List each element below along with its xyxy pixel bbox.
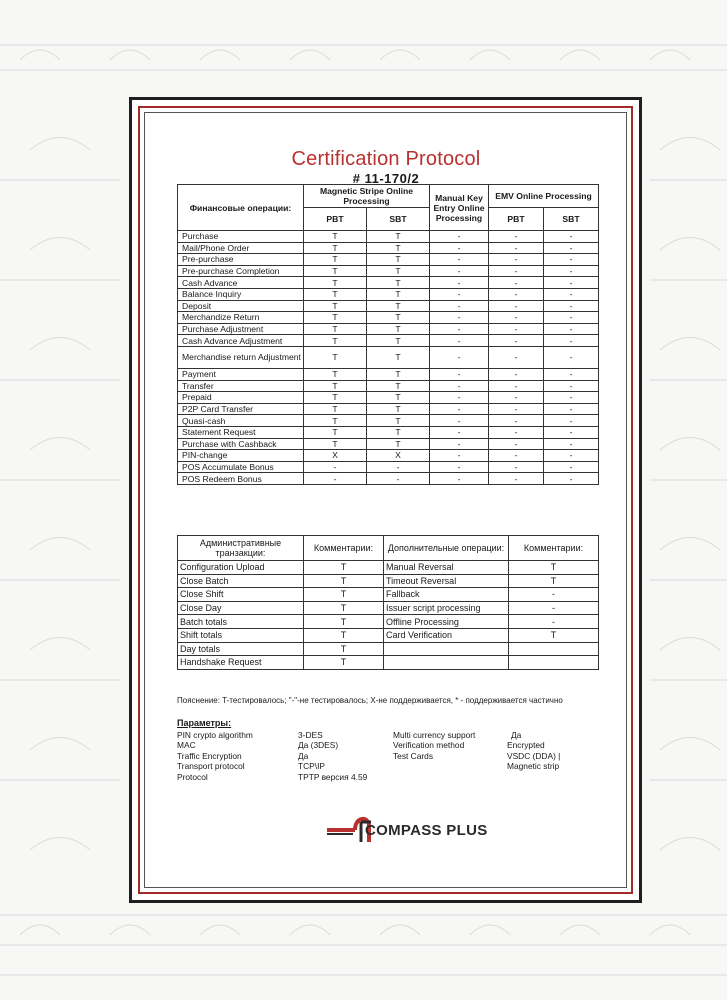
- operation-name: Purchase with Cashback: [178, 438, 304, 450]
- manual-entry-value: -: [430, 461, 489, 473]
- operation-row: [178, 473, 599, 485]
- parameters-title: Параметры:: [177, 718, 232, 728]
- document-number: # 11-170/2: [352, 171, 420, 186]
- param-name: Verification method: [393, 740, 465, 751]
- magnetic-sbt-value: T: [367, 300, 430, 312]
- extra-comment: T: [509, 561, 599, 575]
- manual-entry-value: -: [430, 450, 489, 462]
- legend-note: Пояснение: T-тестировалось; "-"-не тестировалось; X-не поддерживается, * - поддерживается частично: [177, 696, 563, 705]
- magnetic-sbt-value: T: [367, 231, 430, 243]
- emv-sbt-value: -: [544, 438, 599, 450]
- operation-row: [178, 403, 599, 415]
- magnetic-pbt-value: T: [304, 265, 367, 277]
- magnetic-sbt-value: X: [367, 450, 430, 462]
- admin-row: [178, 642, 599, 656]
- magnetic-pbt-value: T: [304, 288, 367, 300]
- magnetic-pbt-value: T: [304, 231, 367, 243]
- param-value: VSDC (DDA) |: [507, 750, 561, 761]
- param-value: Да: [511, 730, 522, 740]
- admin-row: [178, 574, 599, 588]
- operation-name: P2P Card Transfer: [178, 403, 304, 415]
- magnetic-sbt-value: T: [367, 254, 430, 266]
- params-names-column-2: [393, 730, 475, 761]
- param-value: Да: [298, 750, 309, 761]
- operation-row: [178, 380, 599, 392]
- emv-pbt-value: -: [489, 300, 544, 312]
- manual-key-entry-header: Manual Key Entry Online Processing: [430, 185, 489, 231]
- emv-pbt-value: -: [489, 254, 544, 266]
- manual-entry-value: -: [430, 265, 489, 277]
- magnetic-pbt-value: -: [304, 473, 367, 485]
- admin-transaction-name: Close Shift: [178, 588, 304, 602]
- manual-entry-value: -: [430, 392, 489, 404]
- extra-operation-name: [384, 656, 509, 670]
- operation-row: [178, 368, 599, 380]
- emv-sbt-value: -: [544, 415, 599, 427]
- emv-sbt-value: -: [544, 450, 599, 462]
- emv-sbt-value: -: [544, 473, 599, 485]
- manual-entry-value: -: [430, 288, 489, 300]
- magnetic-pbt-value: T: [304, 368, 367, 380]
- emv-sbt-value: -: [544, 265, 599, 277]
- magnetic-pbt-value: T: [304, 323, 367, 335]
- manual-entry-value: -: [430, 403, 489, 415]
- operation-name: Cash Advance Adjustment: [178, 335, 304, 347]
- emv-pbt-value: -: [489, 231, 544, 243]
- operation-name: Pre-purchase Completion: [178, 265, 304, 277]
- magnetic-sbt-value: T: [367, 346, 430, 368]
- operation-name: POS Redeem Bonus: [178, 473, 304, 485]
- extra-comment: -: [509, 601, 599, 615]
- manual-entry-value: -: [430, 277, 489, 289]
- emv-sbt-value: -: [544, 300, 599, 312]
- magnetic-pbt-value: T: [304, 380, 367, 392]
- emv-pbt-value: -: [489, 312, 544, 324]
- emv-sbt-value: -: [544, 346, 599, 368]
- operation-row: [178, 438, 599, 450]
- emv-sbt-value: -: [544, 368, 599, 380]
- emv-pbt-value: -: [489, 438, 544, 450]
- admin-row: [178, 628, 599, 642]
- operation-row: [178, 288, 599, 300]
- operation-name: Quasi-cash: [178, 415, 304, 427]
- operation-name: Mail/Phone Order: [178, 242, 304, 254]
- admin-comment: T: [304, 601, 384, 615]
- param-name: Transport protocol: [177, 761, 245, 772]
- admin-comment: T: [304, 561, 384, 575]
- emv-sbt-value: -: [544, 380, 599, 392]
- magnetic-pbt-value: T: [304, 300, 367, 312]
- magnetic-pbt-value: T: [304, 312, 367, 324]
- operations-table-body: [178, 231, 599, 485]
- manual-entry-value: -: [430, 346, 489, 368]
- emv-sbt-value: -: [544, 403, 599, 415]
- magnetic-pbt-value: X: [304, 450, 367, 462]
- operation-row: [178, 450, 599, 462]
- manual-entry-value: -: [430, 415, 489, 427]
- extra-operation-name: Offline Processing: [384, 615, 509, 629]
- operation-name: Payment: [178, 368, 304, 380]
- operation-row: [178, 426, 599, 438]
- param-name: Multi currency support: [393, 730, 476, 740]
- magnetic-pbt-value: T: [304, 438, 367, 450]
- emv-sbt-value: -: [544, 254, 599, 266]
- params-values-column: [298, 730, 367, 782]
- operation-row: [178, 392, 599, 404]
- operation-name: POS Accumulate Bonus: [178, 461, 304, 473]
- magnetic-sbt-header: SBT: [367, 208, 430, 231]
- compass-plus-logo-text: COMPASS PLUS: [365, 822, 488, 839]
- magnetic-sbt-value: T: [367, 265, 430, 277]
- param-name: MAC: [177, 740, 196, 751]
- emv-pbt-value: -: [489, 426, 544, 438]
- param-name: Test Cards: [393, 750, 434, 761]
- param-value: Magnetic strip: [507, 761, 560, 772]
- params-names-column: [177, 730, 253, 782]
- extra-comment: T: [509, 574, 599, 588]
- manual-entry-value: -: [430, 380, 489, 392]
- emv-pbt-value: -: [489, 277, 544, 289]
- emv-pbt-value: -: [489, 346, 544, 368]
- param-name: Protocol: [177, 771, 208, 782]
- extra-operations-header: Дополнительные операции:: [384, 536, 509, 561]
- operation-name: Merchandize Return: [178, 312, 304, 324]
- emv-sbt-value: -: [544, 277, 599, 289]
- admin-transaction-name: Shift totals: [178, 628, 304, 642]
- manual-entry-value: -: [430, 323, 489, 335]
- operation-row: [178, 277, 599, 289]
- operation-row: [178, 461, 599, 473]
- emv-sbt-value: -: [544, 288, 599, 300]
- extra-comments-header: Комментарии:: [509, 536, 599, 561]
- magnetic-pbt-value: T: [304, 415, 367, 427]
- magnetic-pbt-header: PBT: [304, 208, 367, 231]
- emv-sbt-value: -: [544, 231, 599, 243]
- operation-name: Purchase: [178, 231, 304, 243]
- emv-sbt-value: -: [544, 335, 599, 347]
- param-value: TCP\IP: [298, 761, 325, 772]
- param-value: Encrypted: [507, 740, 545, 751]
- admin-transaction-name: Handshake Request: [178, 656, 304, 670]
- param-name: Traffic Encryption: [177, 750, 242, 761]
- operation-name: PIN-change: [178, 450, 304, 462]
- admin-row: [178, 561, 599, 575]
- admin-transaction-name: Configuration Upload: [178, 561, 304, 575]
- magnetic-sbt-value: T: [367, 242, 430, 254]
- operation-name: Purchase Adjustment: [178, 323, 304, 335]
- operation-name: Statement Request: [178, 426, 304, 438]
- operation-name: Transfer: [178, 380, 304, 392]
- extra-comment: [509, 642, 599, 656]
- manual-entry-value: -: [430, 231, 489, 243]
- param-value: Да (3DES): [298, 740, 339, 751]
- emv-pbt-value: -: [489, 380, 544, 392]
- operation-name: Cash Advance: [178, 277, 304, 289]
- manual-entry-value: -: [430, 312, 489, 324]
- admin-comment: T: [304, 656, 384, 670]
- admin-transaction-name: Close Batch: [178, 574, 304, 588]
- emv-pbt-value: -: [489, 403, 544, 415]
- emv-sbt-header: SBT: [544, 208, 599, 231]
- emv-pbt-header: PBT: [489, 208, 544, 231]
- manual-entry-value: -: [430, 242, 489, 254]
- operation-row: [178, 323, 599, 335]
- operation-name: Balance Inquiry: [178, 288, 304, 300]
- operation-row: [178, 415, 599, 427]
- manual-entry-value: -: [430, 473, 489, 485]
- magnetic-pbt-value: T: [304, 242, 367, 254]
- emv-sbt-value: -: [544, 242, 599, 254]
- magnetic-pbt-value: T: [304, 254, 367, 266]
- admin-comment: T: [304, 642, 384, 656]
- magnetic-pbt-value: -: [304, 461, 367, 473]
- magnetic-pbt-value: T: [304, 277, 367, 289]
- magnetic-sbt-value: T: [367, 380, 430, 392]
- operation-row: [178, 346, 599, 368]
- params-values-column-2: [507, 730, 560, 772]
- extra-comment: T: [509, 628, 599, 642]
- emv-sbt-value: -: [544, 312, 599, 324]
- admin-comment: T: [304, 574, 384, 588]
- magnetic-sbt-value: T: [367, 392, 430, 404]
- emv-pbt-value: -: [489, 392, 544, 404]
- admin-row: [178, 615, 599, 629]
- magnetic-pbt-value: T: [304, 403, 367, 415]
- emv-pbt-value: -: [489, 335, 544, 347]
- operation-row: [178, 242, 599, 254]
- param-name: PIN crypto algorithm: [177, 730, 253, 740]
- magnetic-stripe-header: Magnetic Stripe Online Processing: [304, 185, 430, 208]
- extra-comment: [509, 656, 599, 670]
- operations-table: [177, 184, 599, 485]
- extra-operation-name: Card Verification: [384, 628, 509, 642]
- document-title: Certification Protocol: [291, 148, 481, 170]
- admin-comment: T: [304, 628, 384, 642]
- magnetic-sbt-value: T: [367, 438, 430, 450]
- magnetic-sbt-value: -: [367, 461, 430, 473]
- operations-header: Финансовые операции:: [178, 185, 304, 231]
- admin-row: [178, 601, 599, 615]
- manual-entry-value: -: [430, 438, 489, 450]
- extra-comment: -: [509, 615, 599, 629]
- admin-comment: T: [304, 588, 384, 602]
- operation-row: [178, 300, 599, 312]
- emv-pbt-value: -: [489, 288, 544, 300]
- admin-transactions-header: Административные транзакции:: [178, 536, 304, 561]
- magnetic-sbt-value: T: [367, 277, 430, 289]
- extra-operation-name: Manual Reversal: [384, 561, 509, 575]
- operation-row: [178, 312, 599, 324]
- manual-entry-value: -: [430, 368, 489, 380]
- magnetic-pbt-value: T: [304, 392, 367, 404]
- emv-online-header: EMV Online Processing: [489, 185, 599, 208]
- operation-row: [178, 231, 599, 243]
- emv-pbt-value: -: [489, 242, 544, 254]
- emv-sbt-value: -: [544, 461, 599, 473]
- operation-name: Merchandise return Adjustment: [178, 346, 304, 368]
- magnetic-sbt-value: -: [367, 473, 430, 485]
- extra-operation-name: Issuer script processing: [384, 601, 509, 615]
- param-value: 3-DES: [298, 730, 323, 740]
- emv-pbt-value: -: [489, 323, 544, 335]
- extra-operation-name: Fallback: [384, 588, 509, 602]
- magnetic-pbt-value: T: [304, 335, 367, 347]
- operation-row: [178, 254, 599, 266]
- admin-table: [177, 535, 599, 670]
- extra-operation-name: Timeout Reversal: [384, 574, 509, 588]
- admin-transaction-name: Day totals: [178, 642, 304, 656]
- param-value: TPTP версия 4.59: [298, 771, 368, 782]
- admin-transaction-name: Batch totals: [178, 615, 304, 629]
- admin-row: [178, 588, 599, 602]
- magnetic-sbt-value: T: [367, 426, 430, 438]
- magnetic-sbt-value: T: [367, 403, 430, 415]
- magnetic-pbt-value: T: [304, 346, 367, 368]
- admin-row: [178, 656, 599, 670]
- magnetic-sbt-value: T: [367, 415, 430, 427]
- emv-pbt-value: -: [489, 265, 544, 277]
- magnetic-sbt-value: T: [367, 335, 430, 347]
- operation-name: Pre-purchase: [178, 254, 304, 266]
- admin-comment: T: [304, 615, 384, 629]
- admin-comments-header: Комментарии:: [304, 536, 384, 561]
- admin-table-body: [178, 561, 599, 670]
- operation-row: [178, 265, 599, 277]
- emv-pbt-value: -: [489, 461, 544, 473]
- magnetic-sbt-value: T: [367, 368, 430, 380]
- emv-pbt-value: -: [489, 473, 544, 485]
- operation-row: [178, 335, 599, 347]
- emv-sbt-value: -: [544, 392, 599, 404]
- operation-name: Deposit: [178, 300, 304, 312]
- operation-name: Prepaid: [178, 392, 304, 404]
- admin-transaction-name: Close Day: [178, 601, 304, 615]
- manual-entry-value: -: [430, 335, 489, 347]
- manual-entry-value: -: [430, 426, 489, 438]
- emv-pbt-value: -: [489, 368, 544, 380]
- manual-entry-value: -: [430, 254, 489, 266]
- manual-entry-value: -: [430, 300, 489, 312]
- magnetic-pbt-value: T: [304, 426, 367, 438]
- extra-comment: -: [509, 588, 599, 602]
- extra-operation-name: [384, 642, 509, 656]
- magnetic-sbt-value: T: [367, 312, 430, 324]
- magnetic-sbt-value: T: [367, 288, 430, 300]
- emv-pbt-value: -: [489, 415, 544, 427]
- emv-sbt-value: -: [544, 323, 599, 335]
- emv-sbt-value: -: [544, 426, 599, 438]
- magnetic-sbt-value: T: [367, 323, 430, 335]
- emv-pbt-value: -: [489, 450, 544, 462]
